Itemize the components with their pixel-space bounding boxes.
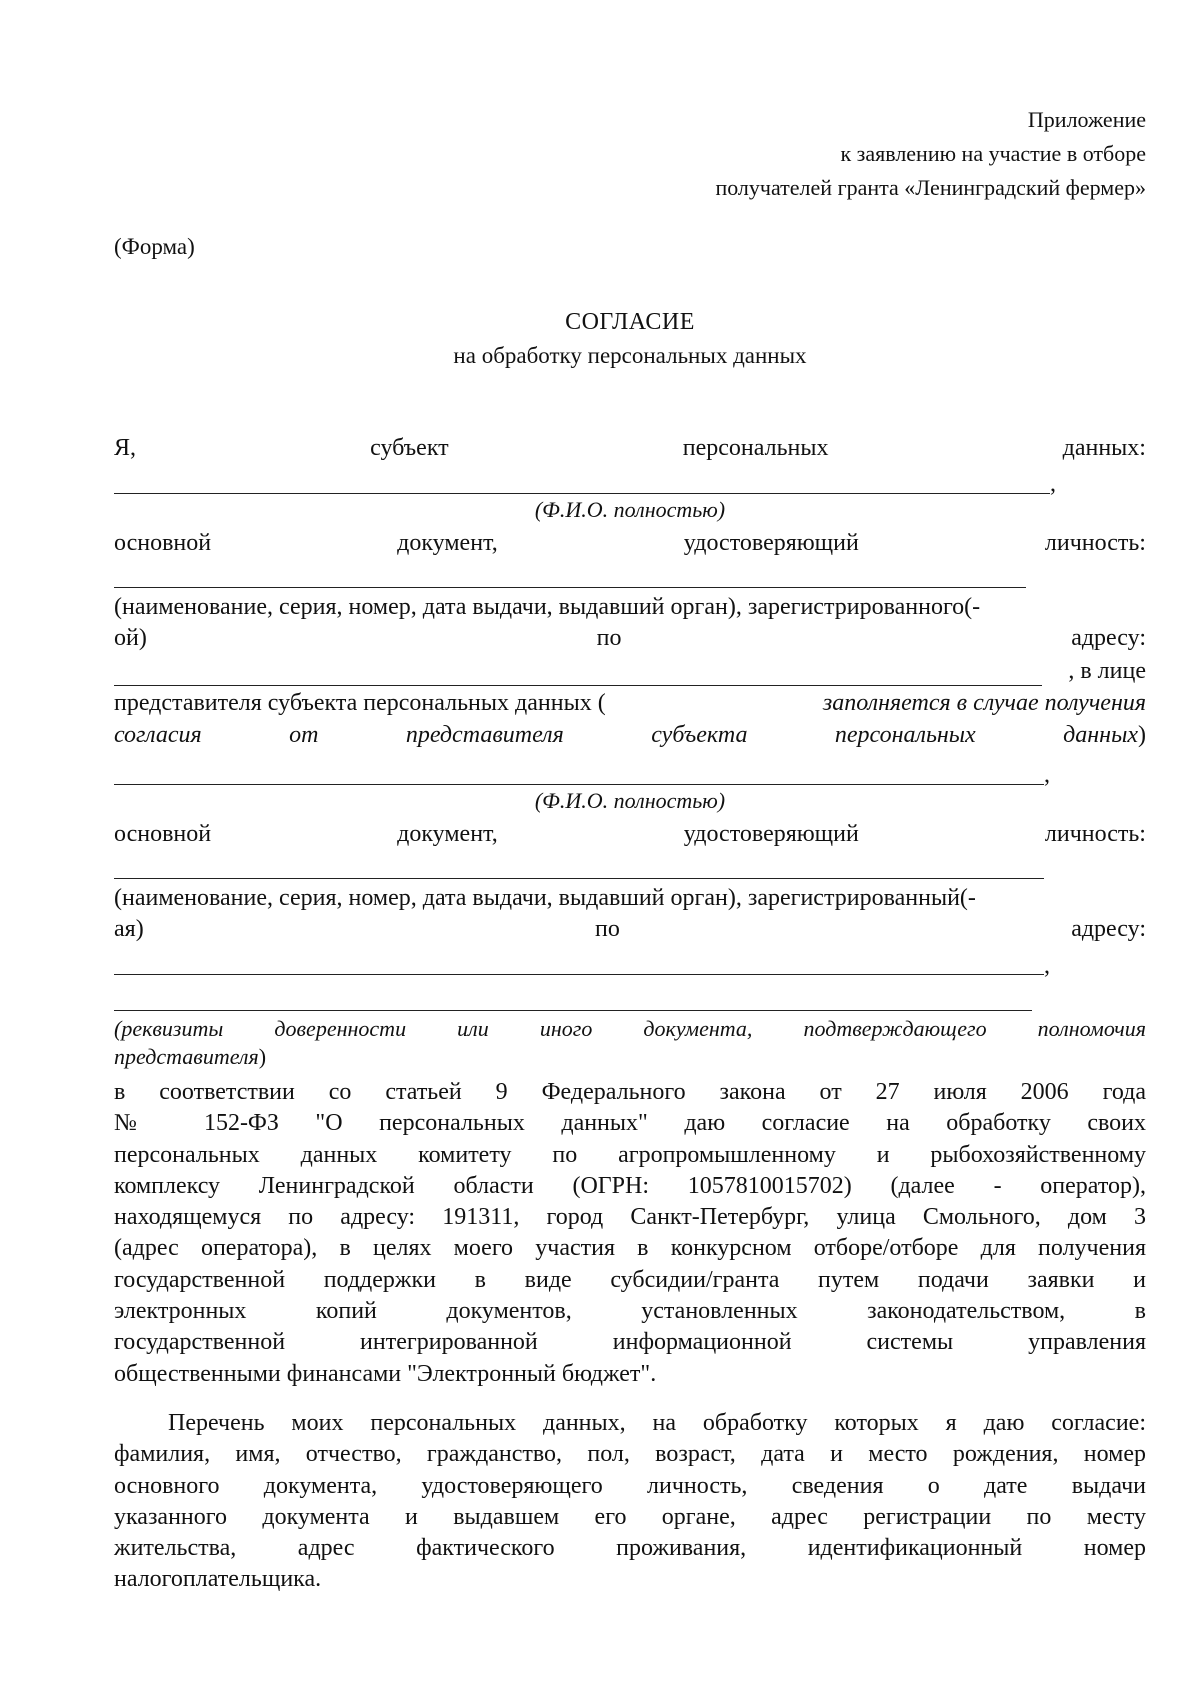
list-line-2: фамилия, имя, отчество, гражданство, пол, возраст, дата и место рождения, номер bbox=[114, 1441, 1146, 1468]
address-row-2 bbox=[114, 913, 1146, 945]
id-doc-row bbox=[114, 527, 1146, 559]
id-doc-word-1: основной bbox=[114, 530, 212, 556]
rep-word-6: данных bbox=[1063, 722, 1138, 748]
rep-word-3: представителя bbox=[405, 722, 564, 748]
title-block bbox=[114, 305, 1146, 373]
address2-word-1: ая) bbox=[114, 916, 144, 942]
address2-comma: , bbox=[1044, 953, 1050, 979]
address-word-1: ой) bbox=[114, 625, 147, 651]
id-doc2-word-2: документ, bbox=[397, 821, 498, 847]
address-word-3: адресу: bbox=[1071, 625, 1146, 651]
appendix-line-2: к заявлению на участие в отборе bbox=[840, 141, 1146, 166]
list-line-1: Перечень моих персональных данных, на обработку которых я даю согласие: bbox=[168, 1410, 1146, 1436]
appendix-header bbox=[586, 103, 1146, 205]
list-line-4: указанного документа и выдавшем его органе, адрес регистрации по месту bbox=[114, 1503, 1146, 1530]
address-fill-line[interactable] bbox=[114, 685, 1042, 686]
subject-word-4: данных: bbox=[1062, 435, 1146, 461]
main-line-4: комплексу Ленинградской области (ОГРН: 1057810015702) (далее - оператор), bbox=[114, 1172, 1146, 1199]
main-line-10: общественными финансами "Электронный бюджет". bbox=[114, 1360, 657, 1387]
subject-word-2: субъект bbox=[370, 435, 449, 461]
id-doc-word-4: личность: bbox=[1044, 530, 1146, 556]
list-paragraph bbox=[114, 1408, 1146, 1596]
id-doc-row-2 bbox=[114, 818, 1146, 850]
main-line-2: № 152-ФЗ "О персональных данных" даю согласие на обработку своих bbox=[114, 1110, 1146, 1137]
rep-word-4: субъекта bbox=[651, 722, 748, 748]
power-caption-line-2: представителя bbox=[114, 1044, 259, 1069]
main-line-5: находящемуся по адресу: 191311, город Санкт-Петербург, улица Смольного, дом 3 bbox=[114, 1204, 1146, 1231]
list-line-3: основного документа, удостоверяющего личность, сведения о дате выдачи bbox=[114, 1472, 1146, 1499]
main-line-3: персональных данных комитету по агропромышленному и рыбохозяйственному bbox=[114, 1141, 1146, 1168]
id-doc-word-3: удостоверяющий bbox=[683, 530, 859, 556]
power-caption: (реквизиты доверенности или иного документа, подтверждающего полномочия представителя) bbox=[114, 1016, 1146, 1069]
document-title: СОГЛАСИЕ bbox=[565, 309, 695, 335]
appendix-line-1: Приложение bbox=[1027, 107, 1146, 132]
representative-line-1 bbox=[114, 687, 1146, 719]
id-doc2-fill-line[interactable] bbox=[114, 878, 1044, 879]
power-caption-line-1: (реквизиты доверенности или иного документа, подтверждающего полномочия bbox=[114, 1016, 1146, 1041]
fio-fill-line[interactable] bbox=[114, 493, 1050, 494]
main-line-9: государственной интегрированной информационной системы управления bbox=[114, 1329, 1146, 1356]
rep-fio-fill-line[interactable] bbox=[114, 784, 1044, 785]
representative-italic: заполняется в случае получения bbox=[822, 690, 1146, 716]
main-line-8: электронных копий документов, установленных законодательством, в bbox=[114, 1298, 1146, 1325]
id-doc2-word-3: удостоверяющий bbox=[683, 821, 859, 847]
list-line-5: жительства, адрес фактического проживания, идентификационный номер bbox=[114, 1535, 1146, 1562]
appendix-line-3: получателей гранта «Ленинградский фермер» bbox=[715, 175, 1146, 200]
id-doc2-description: (наименование, серия, номер, дата выдачи, выдавший орган), зарегистрированный(- bbox=[114, 885, 976, 911]
id-doc2-word-4: личность: bbox=[1044, 821, 1146, 847]
power-fill-line[interactable] bbox=[114, 1010, 1032, 1011]
rep-word-5: персональных bbox=[834, 722, 976, 748]
in-person-text: , в лице bbox=[1068, 658, 1146, 684]
form-label: (Форма) bbox=[114, 234, 195, 259]
subject-word-3: персональных bbox=[682, 435, 829, 461]
subject-word-1: Я, bbox=[114, 435, 137, 461]
rep-word-1: согласия bbox=[114, 722, 202, 748]
main-line-6: (адрес оператора), в целях моего участия в конкурсном отборе/отборе для получения bbox=[114, 1235, 1146, 1262]
id-doc-fill-line[interactable] bbox=[114, 587, 1026, 588]
main-paragraph bbox=[114, 1077, 1146, 1390]
representative-plain: представителя субъекта персональных данных ( bbox=[114, 690, 606, 716]
representative-line-2: согласия от представителя субъекта персональных данных) bbox=[114, 719, 1146, 751]
rep-fio-comma: , bbox=[1044, 762, 1050, 788]
id-doc2-word-1: основной bbox=[114, 821, 212, 847]
main-line-1: в соответствии со статьей 9 Федерального закона от 27 июля 2006 года bbox=[114, 1079, 1146, 1105]
document-subtitle: на обработку персональных данных bbox=[453, 343, 807, 368]
main-line-7: государственной поддержки в виде субсидии/гранта путем подачи заявки и bbox=[114, 1266, 1146, 1293]
address2-word-3: адресу: bbox=[1071, 916, 1146, 942]
address-word-2: по bbox=[596, 625, 622, 651]
id-doc-description: (наименование, серия, номер, дата выдачи, выдавший орган), зарегистрированного(- bbox=[114, 594, 981, 620]
address-row bbox=[114, 622, 1146, 654]
fio-comma: , bbox=[1050, 471, 1056, 497]
fio-caption: (Ф.И.О. полностью) bbox=[534, 497, 726, 522]
rep-word-2: от bbox=[289, 722, 319, 748]
rep-fio-caption: (Ф.И.О. полностью) bbox=[534, 788, 726, 813]
subject-row bbox=[114, 432, 1146, 464]
id-doc-word-2: документ, bbox=[397, 530, 498, 556]
address2-word-2: по bbox=[595, 916, 620, 942]
address2-fill-line[interactable] bbox=[114, 974, 1044, 975]
list-line-6: налогоплательщика. bbox=[114, 1566, 322, 1593]
